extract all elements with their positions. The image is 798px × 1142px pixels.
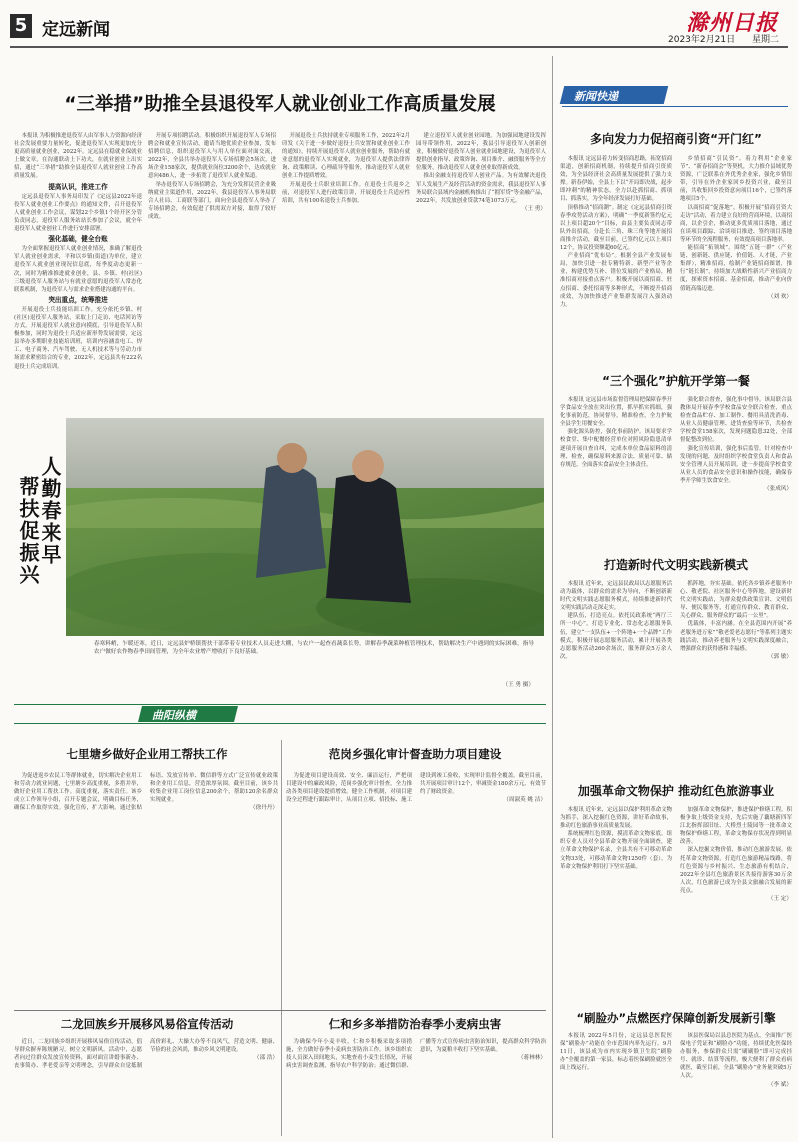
news-5-article <box>560 1032 792 1138</box>
news-4-paragraph: 加强革命文物保护，推进保护修缮工程。积极争取上级资金支持，先后实施了藕塘新四军江北指挥部旧址、大桥烈士陵园等一批革命文物保护修缮工程，革命文物保存状况得到明显改善。 <box>680 807 792 846</box>
photo-author: （王 勇 摄） <box>502 682 534 688</box>
lead-subhead-3: 突出重点，统筹推进 <box>48 295 108 304</box>
news-4-paragraph: 系统梳理红色资源，摸清革命文物家底。组织专业人员对全县革命文物开展全面调查，建立革命文物保护名录，全县共有不可移动革命文物33处，可移动革命文物1250件（套），为革命文物保护利用打下坚实基础。 <box>560 831 672 870</box>
news-4-column-1 <box>560 806 672 958</box>
lead-paragraph: 举办退役军人专场招聘会，为充分发挥民营企业吸纳就业主渠道作用，2022年，我县退役军人事务局联合人社局、工商联等部门，面向全县退役军人举办了专场招聘会，有效促进了供需双方对接，取得了较好成效。 <box>148 181 276 220</box>
news-1-paragraph: 乡情招商“引民资”。着力利用“企业家节”、“新春招商会”等契机，大力推介县域优势资源，广泛联系在外优秀企业家，强化乡情纽带，引导在外企业家回乡投资兴业，截至目前，共收集回乡投资意向项目16个，已签约落地项目5个。 <box>680 156 792 203</box>
news-3-article <box>560 580 792 732</box>
news-1-paragraph: 以商招商“促落地”。积极开展“招商引资大走访”活动，着力建立良好的营商环境，以商招商，以企引企，推动更多优质项目落地，通过在谈项目跟踪、洽谈项目推进、签约项目落地等环节的全流程服务，有效提高项目落地率。 <box>680 204 792 243</box>
news-4-article <box>560 806 792 958</box>
county-news-3-paragraph: 近日，二龙回族乡组织开展移风易俗宣传活动，倡导群众摒弃陈规陋习，树立文明新风。活动中，志愿者向过往群众发放宣传资料，面对面宣讲婚事新办、丧事简办、孝老爱亲等文明理念，引导群众自觉抵制高价彩礼、大操大办等不良风气，营造文明、健康、节俭的社会风尚，推动乡风文明建设。 <box>14 1039 278 1070</box>
news-4-column-2 <box>680 806 792 958</box>
county-news-2-body <box>286 772 546 988</box>
county-tag-label: 曲阳纵横 <box>152 709 196 722</box>
news-3-column-1 <box>560 580 672 732</box>
photo-feature <box>14 418 546 696</box>
county-news-4-body <box>286 1038 546 1138</box>
county-news-4-title: 仁和乡多举措防治春季小麦病虫害 <box>328 1017 502 1031</box>
photo-caption: 春寒料峭，乍暖还寒。近日，定远县炉桥镇帮扶干部带着专业技术人员走进大棚，与农户一起查看蔬菜长势，讲解春季蔬菜种植管理技术，帮助解决生产中遇到的实际困难，指导农户做好农作物春季田间管理，为全年农业增产增收打下良好基础。 <box>94 641 534 655</box>
lead-intro: 本报讯 为积极推进退役军人由军事人力资源向经济社会发展重要力量转化，促进退役军人实现更加充分更高质量就业创业，2022年，定远县在稳就业保就业上做文章，在沟通联动上下功夫，在就业创业上出实招，通过“三举措”助推全县退役军人就业创业工作高质量发展。 <box>14 133 142 180</box>
news-5-paragraph: 该县医保局以县总医院为基点，全面推广医保电子凭证和“刷脸办”功能，持续优化医保经办服务，参保群众只需“刷刷脸”即可完成挂号、就诊、结算等流程，极大便利了群众看病就医，截至目前，全县“刷脸办”业务量突破5万人次。 <box>680 1033 792 1080</box>
county-news-1-title: 七里塘乡做好企业用工帮扶工作 <box>66 747 228 761</box>
county-news-2-paragraph: 为促进项目建设高效、安全、廉洁运行，严把项目建设中的廉政风险，范岗乡强化审计督查，全力推动各类项目建设提质增效。健全工作机制，对项目建设全过程进行跟踪审计，从项目立项、招投标、施工建设到竣工验收，实现审计监督全覆盖。截至目前，共开展项目审计12个，审减资金180余万元，有效节约了财政资金。 <box>286 773 546 804</box>
lead-paragraph: 建立退役军人就业创业园地。为加强园地建设发挥园导带领作用，2022年，我县引导退役军人创新创业，积极做好退役军人创业就业园地建设，为退役军人提供创业指导、政策咨询、项目推介、融资服务等全方位服务，推动退役军人就业创业取得新成效。 <box>416 133 546 172</box>
county-news-1-author: （徐丹丹） <box>250 805 278 812</box>
lead-paragraph: 定远县退役军人事务局印发了《定远县2022年退役军人就业创业工作要点》的通知文件，召开退役军人就业创业工作会议，谋划22个乡镇1个经开区分管负责同志，退役军人服务站站长参加了会议，就全年退役军人就业创业工作进行安排部署。 <box>14 193 142 233</box>
paper-name: 滁州日报 <box>686 11 779 36</box>
news-2-paragraph: 强化联合督查，强化事中督导。该局联合县教体局开展春季学校食品安全联合检查，重点检查食品贮存、加工制作、餐用具清洗消毒、从业人员健康管理、进货查验等环节，共检查学校食堂158家次，发现问题隐患32处，全部督促整改到位。 <box>680 397 792 444</box>
news-3-title: 打造新时代文明实践新模式 <box>603 558 748 572</box>
county-news-4-paragraph: 为确保今年小麦丰收，仁和乡积极采取多项措施，全力做好春季小麦病虫害防治工作。该乡组织农技人员深入田间地头，实地查看小麦生长情况，开展病虫害调查监测，指导农户科学防治；通过微信群、广播等方式宣传病虫害防治知识，提高群众科学防治意识，为夏粮丰收打下坚实基础。 <box>286 1039 546 1070</box>
issue-weekday: 星期二 <box>752 35 780 45</box>
news-4-paragraph: 本报讯 近年来，定远县以保护利用革命文物为抓手，深入挖掘红色资源，讲好革命故事，推动红色旅游事业高质量发展。 <box>560 807 672 830</box>
news-3-author: （郭 敏） <box>767 653 792 660</box>
county-news-2-author: （周淑英 姚 洁） <box>503 797 546 804</box>
news-5-title: “刷脸办”点燃医疗保障创新发展新引擎 <box>576 1011 776 1025</box>
greenhouse-photo-illustration <box>66 418 544 636</box>
photo-vertical-title-1: 人勤春来早 <box>38 456 62 566</box>
news-3-column-2 <box>680 580 792 732</box>
county-news-3-body <box>14 1038 278 1138</box>
news-2-article <box>560 396 792 532</box>
column-divider <box>552 56 553 1138</box>
lead-paragraph: 为全面掌握退役军人就业创业情况，准确了解退役军人就业创业需求，平和以乡镇(街道)为单位，建立退役军人就业创业现况信息底，每季度动态更新一次，同时为精准推进就业创业，县、乡镇、村(社区)三级退役军人服务站与有就业意愿的退役军人常态化联系机制，为退役军人与需求企业搭建沟通的平台。 <box>14 246 142 293</box>
lead-paragraph: 开展退役士兵扶持就业专项服务工作，2022年2月印发《关于进一步做好退役士兵安置和就业创业工作的通知》，持续开展退役军人就业创业服务，帮助有就业意愿的退役军人实现就业，为退役军人提供法律咨询、政策解读、心理疏导等服务，推动退役军人就业创业工作提质增效。 <box>282 133 410 180</box>
news-2-paragraph: 本报讯 定远县市场监督管理局把保障春季开学食品安全放在突出位置，抓早抓实抓细，强化事前防范，协同督导，精准检查，全力护航全县学生用餐安全。 <box>560 397 672 428</box>
news-express-tag-label: 新闻快递 <box>574 90 618 103</box>
photo-title-column <box>14 432 64 682</box>
news-2-column-1 <box>560 396 672 532</box>
lead-paragraph: 开展专项招聘活动。积极组织开展退役军人专场招聘会和就业宣传活动，邀请当地优质企业参加，发布招聘信息，组织退役军人与用人单位面对面交流，2022年，全县共举办退役军人专场招聘会5场次，进场企业158家次，提供就业岗位3200余个，达成就业意向486人，进一步拓宽了退役军人就业渠道。 <box>148 133 276 180</box>
county-news-3-author: （邵 浩） <box>253 1055 278 1062</box>
issue-date: 2023年2月21日 <box>668 35 736 45</box>
news-2-title: “三个强化”护航开学第一餐 <box>602 374 750 388</box>
news-1-author: （刘 欢） <box>767 293 792 300</box>
news-2-author: （张成风） <box>764 486 792 493</box>
lead-article <box>14 132 546 410</box>
news-4-author: （王 定） <box>767 896 792 903</box>
news-1-paragraph: 顶格推动“招商潮”。制定《定远县招商引资春季攻势活动方案》，明确“一季度新签约亿元以上项目超20个”目标，由县主要负责同志带队外出招商，分赴长三角、珠三角等地开展招商推介活动，截至目前，已签约亿元以上项目12个，协议投资额超60亿元。 <box>560 204 672 252</box>
county-row-rule <box>14 1010 546 1011</box>
news-1-column-2 <box>680 155 792 355</box>
news-4-title: 加强革命文物保护 推动红色旅游事业 <box>577 784 775 798</box>
lead-author: （王 勇） <box>521 205 546 212</box>
news-1-column-1 <box>560 155 672 355</box>
lead-paragraph: 开展退役士兵技能培训工作。充分依托乡镇、村(社区)退役军人服务站，采取上门走访、电话回访等方式，开展退役军人就业意向摸底，引导退役军人积极参加，同时为退役士兵适应新形势发展需要，定远县举办多期职业技能培训班，培训内容涵盖电工、焊工、电子商务、汽车驾驶、无人机技术等与劳动力市场需求紧密结合的专业，2022年，定远县共有222名退役士兵完成培训。 <box>14 306 142 370</box>
county-news-2-title: 范岗乡强化审计督查助力项目建设 <box>328 747 502 761</box>
news-1-paragraph: 本报讯 定远县着力转变招商思路，拓宽招商渠道，创新招商机制，持续提升招商引资质效，为全县经济社会高质量发展提供了强力支撑。新春伊始，全县上下以“开局即决战，起步即冲刺”的精神状态，全力以赴抓招商、抓项目、抓落实，为全年经济发展打好基础。 <box>560 156 672 203</box>
news-5-column-2 <box>680 1032 792 1136</box>
lead-paragraph: 开展退役士兵职业培训工作。在退役士兵返乡之前，对退役军人进行政策宣讲，开展退役士兵适应性培训，共有100名退役士兵参加。 <box>282 181 410 204</box>
news-3-paragraph: 本报讯 近年来，定远县民政局以志愿服务活动为载体，以群众的需求为导向，不断创新新时代文明实践志愿服务模式，持续推进新时代文明实践活动走深走实。 <box>560 581 672 612</box>
tag-underline <box>562 106 788 107</box>
county-news-1-paragraph: 为促进返乡农民工等群体就业，切实解决企业用工和劳动力就业问题，七里塘乡高度重视，多措并举，做好企业用工帮扶工作。高度重视，落实责任。该乡成立工作领导小组，召开专题会议，明确目标任务，确保工作取得实效。强化宣传，扩大影响。通过张贴标语、发放宣传单、微信群等方式广泛宣传就业政策和企业用工信息，营造浓厚氛围。截至目前，该乡共收集企业用工岗位信息200余个，帮助120余名群众实现就业。 <box>14 773 278 812</box>
county-news-3-title: 二龙回族乡开展移风易俗宣传活动 <box>60 1017 234 1031</box>
lead-paragraph: 推出金融支持退役军人创业产品。为有效解决退役军人发展生产及经营活动的资金需求，我县退役军人事务局联合县域内金融机构推出了“拥军贷”等金融产品，2022年，共发放创业贷款74笔1073万元。 <box>416 173 546 204</box>
lead-column-4 <box>416 132 546 410</box>
county-section-band <box>14 704 546 724</box>
masthead <box>0 0 798 50</box>
news-3-paragraph: 建队伍，打造亮点。依托民政系统“两厅三所一中心”，打造专业化、常态化志愿服务队伍，建立“一支队伍+一个阵地+一个品牌”工作模式，积极开展志愿服务活动，累计开展各类志愿服务活动260余场次，服务群众5万余人次。 <box>560 613 672 660</box>
page-number-badge: 5 <box>10 14 32 38</box>
lead-subhead-1: 提高认识，推进工作 <box>48 182 108 191</box>
lead-subhead-2: 强化基础，健全台账 <box>48 235 108 244</box>
news-2-paragraph: 强化源头防控，强化事前防护。该局要求学校食堂、集中配餐经营单位对照风险隐患清单逐项开展自查自纠，完成本单位食品原料的清理、检查，确保原料来源合法、质量可靠、储存规范，全面落实食品安全主体责任。 <box>560 429 672 468</box>
county-news-4-author: （蒋林林） <box>518 1055 546 1062</box>
section-name: 定远新闻 <box>42 20 110 40</box>
lead-column-3 <box>282 132 410 410</box>
news-photo <box>66 418 544 636</box>
news-5-column-1 <box>560 1032 672 1136</box>
news-2-paragraph: 强化宣传培训，强化事后监管。针对检查中发现的问题，及时组织学校食堂负责人和食品安全管理人员开展培训，进一步提高学校食堂从业人员的食品安全意识和操作技能，确保春季开学师生饮食安全。 <box>680 445 792 484</box>
news-3-paragraph: 优载体，丰富内涵。在全县范围内开展“养老服务进万家”“敬老爱老志愿行”等系列主题实践活动，推动养老服务与文明实践深度融合，增强群众的获得感和幸福感。 <box>680 621 792 652</box>
news-1-article <box>560 155 792 355</box>
news-3-paragraph: 抓阵地，夯实基础。依托各乡镇养老服务中心、敬老院、社区服务中心等阵地，建设新时代文明实践站，为群众提供政策宣讲、文明倡导、便民服务等，打通宣传群众、教育群众、关心群众、服务群众的“最后一公里”。 <box>680 581 792 620</box>
photo-vertical-title-2: 帮扶促振兴 <box>16 476 40 586</box>
lead-column-1 <box>14 132 142 410</box>
county-news-1-body <box>14 772 278 988</box>
news-5-author: （李 斌） <box>767 1081 792 1088</box>
news-1-title: 多向发力力促招商引资“开门红” <box>590 132 762 146</box>
county-divider <box>281 740 282 1136</box>
lead-column-2 <box>148 132 276 410</box>
news-1-paragraph: 产业招商“优布局”。根据全县产业发展布局，加快引进一批专精特新、新型产业等企业，构建优势互补、错位发展的产业格局，精准招商对接重点客户。积极开展以商招商、驻点招商、委托招商等多种形式，不断提升招商成效，为加快推进产业集群发展注入强劲动力。 <box>560 253 672 308</box>
news-2-column-2 <box>680 396 792 532</box>
lead-title: “三举措”助推全县退役军人就业创业工作高质量发展 <box>64 94 496 115</box>
masthead-rule <box>10 46 788 48</box>
news-4-paragraph: 深入挖掘文物价值，推动红色旅游发展。依托革命文物资源，打造红色旅游精品线路，将红色资源与乡村振兴、生态旅游有机结合，2022年全县红色旅游景区共接待游客30万余人次，红色旅游已成为全县文旅融合发展的新亮点。 <box>680 847 792 894</box>
news-5-paragraph: 本报讯 2022年5月份，定远县总医院医保“刷脸办”功能在全市范围内率先运行。9月11日，该县成为市内实现乡镇卫生院“刷脸办”全覆盖的第一家县，标志着医保刷脸就医全面上线运行。 <box>560 1033 672 1072</box>
news-1-paragraph: 能招商“拓领域”。围绕“五链一群”（产业链、创新链、供应链、价值链、人才链，产业集群），精准招商，绘制产业链招商图谱，推行“链长制”，持续加大战略性新兴产业招商力度，探索资本招商、基金招商，推动产业向价值链高端迈进。 <box>680 245 792 292</box>
